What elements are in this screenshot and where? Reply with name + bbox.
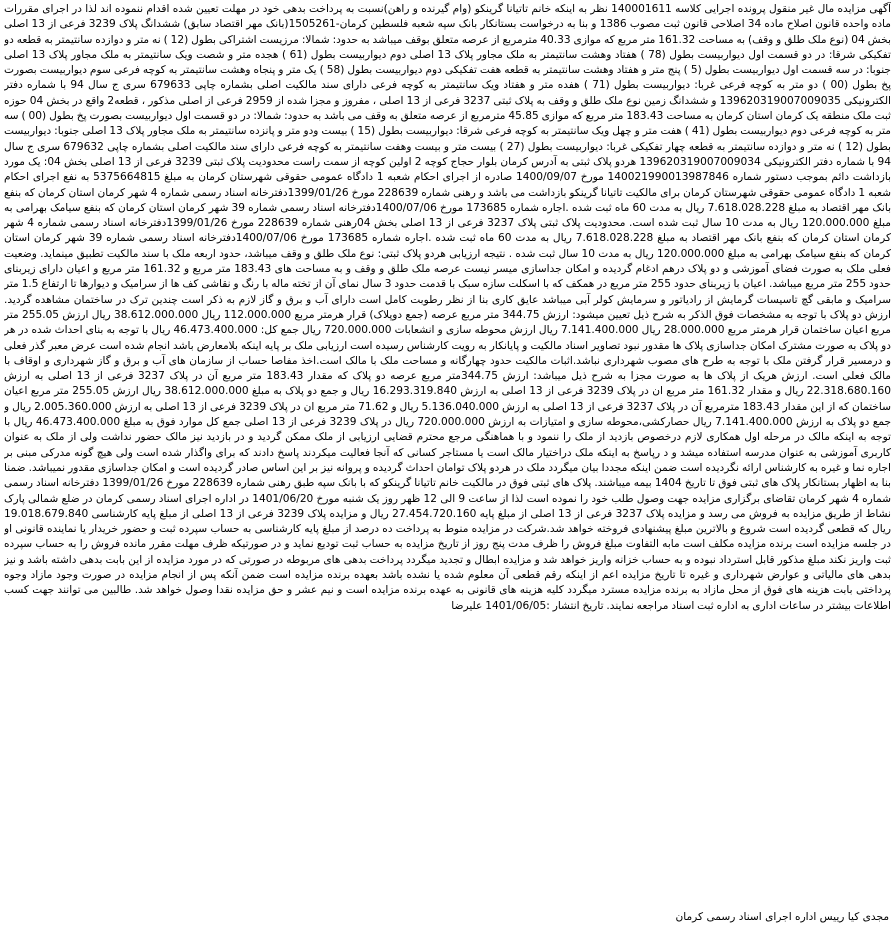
notice-text: آگهی مزایده مال غیر منقول پرونده اجرایی کلاسه 140001611 نظر به اینکه خانم تاتیانا گرینکو (وام گیرنده و راهن)نسبت به پرداخت بدهی خود در مهلت تعیین شده اقدام ننموده اند لذا در اجرای مقررات ماده واحده قانون اصلاح ماده 34 اصلاحی قانون ثبت مصوب 1386 و بنا به درخواست بستانکار بانک سپه شعبه فلسطین کرمان-1505261(بانک مهر اقتصاد سابق) ششدانگ پلاک 3239 فرعی از 13 اصلی بخش 04 (نوع ملک طلق و وقف) به مساحت 161.32 متر مربع که موازی 40.33 مترمربع از عرصه متعلق بوقف میباشد به حدود: شمالا: مرزیست اشتراکی بطول (12 ) نه متر و دوازده سانتیمتر به قطعه دو تفکیکی شرقا: در دو قسمت اول دیواربیست بطول (78 ) هفتاد وهشت سانتیمتر به ملک مجاور پلاک 13 اصلی دوم دیواربیست بطول (61 ) هجده متر و شصت ویک سانتیمتر به ملک مجاور پلاک 13 اصلی جنوبا: در سه قسمت اول دیواربیست بطول (5 ) پنج متر و هفتاد وهشت سانتیمتر به قطعه هفت تفکیکی دوم دیواربیست بطول (58 ) یک متر و پنجاه وهشت سانتیمتر به کوچه فرعی سوم دیواربیست بصورت پخ بطول (00 ) دو متر به کوچه فرعی غربا: دیواربیست بطول (71 ) هفده متر و هفتاد ویک سانتیمتر به کوچه فرعی دارای سند مالکیت اصلی بشماره چاپی 679633 سری ج سال 94 با شماره دفتر الکترونیکی 139620319007009035 و ششدانگ زمین نوع ملک طلق و وقف به پلاک ثبتی 3237 فرعی از 13 اصلی ، مفروز و مجزا شده از 2959 فرعی از اصلی مذکور ، قطعه2 واقع در بخش 04 حوزه ثبت ملک منطقه یک کرمان استان کرمان به مساحت 183.43 متر مربع که موازی 45.85 مترمربع از عرصه متعلق به وقف می باشد به حدود: شمالا: در دو قسمت اول دیواربیست بصورت پخ بطول (00 ) سه متر به کوچه فرعی دوم دیواربیست بطول (41 ) هفت متر و چهل ویک سانتیمتر به کوچه فرعی شرقا: دیواربیست بطول (15 ) بیست ودو متر و پانزده سانتیمتر به ملک مجاور پلاک 13 اصلی جنوبا: دیواربیست بطول (12 ) نه متر و دوازده سانتیمتر به قطعه چهار تفکیکی غربا: دیواربیست بطول (27 ) بیست متر و بیست وهفت سانتیمتر به کوچه فرعی دارای سند مالکیت اصلی بشماره چاپی 679632 سری ج سال 94 با شماره دفتر الکترونیکی 139620319007009034 هردو پلاک ثبتی به آدرس کرمان بلوار حجاج کوچه 2 اولین کوچه از سمت راست محدودیت پلاک ثبتی 3239 فرعی از 13 اصلی بخش 04: یک مورد بازداشت دائم بموجب دستور شماره 140021990013987846 مورخ 1400/09/07 صادره از اجرای احکام شعبه 1 دادگاه عمومی حقوقی شهرستان کرمان به مبلغ 5375664815 به نفع اجرای احکام شعبه 1 دادگاه عمومی حقوقی شهرستان کرمان برای مالکیت تاتیانا گرینکو بازداشت می باشد و رهنی شماره 228639 مورخ 1399/01/26دفترخانه اسناد رسمی شماره 4 شهر کرمان استان کرمان که بنفع بانک مهر اقتصاد به مبلغ 7.618.028.228 ریال به مدت 60 ماه ثبت شده .اجاره شماره 173685 مورخ 1400/07/06دفترخانه اسناد رسمی شماره 39 شهر کرمان استان کرمان که بنفع سیامک بهرامی به مبلغ 120.000.000 ریال به مدت 10 سال ثبت شده است. محدودیت پلاک ثبتی پلاک 3237 فرعی از 13 اصلی بخش 04رهنی شماره 228639 مورخ 1399/01/26دفترخانه اسناد رسمی شماره 4 شهر کرمان استان کرمان که بنفع بانک مهر اقتصاد به مبلغ 7.618.028.228 ریال به مدت 60 ماه ثبت شده .اجاره شماره 173685 مورخ 1400/07/06دفترخانه اسناد رسمی شماره 39 شهر کرمان استان کرمان که بنفع سیامک بهرامی به مبلغ 120.000.000 ریال به مدت 10 سال ثبت شده . نتیجه ارزیابی هردو پلاک ثبتی: نوع ملک طلق و وقف میباشد، حدود اربعه ملک با سند مالکیت تطبیق مینماید. وضعیت فعلی ملک به صورت فضای آموزشی و دو پلاک درهم ادغام گردیده و امکان جداسازی میسر نیست عرصه ملک طلق و وقف و به مساحت های 183.43 متر مربع و 161.32 متر مربع و اعیان دارای زیربنای حدود 255 متر مربع میباشد. اعیان با زیربنای حدود 255 متر مربع در همکف که با اسکلت سازه سبک با قدمت حدود 3 سال نمای آن از تخته ماله با رنگ و نقاشی کف ها از سرامیک و دیوارها تا ارتفاع 1.5 متر سرامیک و مابقی گچ تاسیسات گرمایش از رادیاتور و سرمایش کولر آبی میباشد عایق کاری بنا از نظر رطوبت کامل است دارای آب و برق و گاز لازم به ذکر است چندین ترک در ساختمان مشاهده گردید. ارزش دو پلاک با توجه به مشخصات فوق الذکر به شرح ذیل تعیین میشود: ارزش 344.75 متر مربع عرصه (جمع دوپلاک) قرار هرمتر مربع 112.000.000 ریال 38.612.000.000 ریال ارزش 255.05 متر مربع اعیان ساختمان قرار هرمتر مربع 28.000.000 ریال 7.141.400.000 ریال ارزش محوطه سازی و انشعابات 720.000.000 ریال جمع کل: 46.473.400.000 ریال با توجه به بنای احداث شده در هر دو پلاک به صورت مشترک امکان جداسازی پلاک ها مقدور نبود تصاویر اسناد مالکیت و پایانکار به رویت کارشناس رسیده است ارزیابی ملک بر پایه اینکه بلامعارض باشد انجام شده است عرض معبر گذر فعلی و درمسیر قرار گرفتن ملک با توجه به طرح های مصوب شهرداری نباشد.اثبات مالکیت حدود چهارگانه و مساحت ملک با مالک است.اخذ مفاصا حساب از سازمان های آب و برق و گاز شهرداری و اوقاف با مالک فعلی است. ارزش هریک از پلاک ها به صورت مجزا به شرح ذیل میباشد: ارزش 344.75متر مربع عرصه دو پلاک که مقدار 183.43 متر مربع آن در پلاک 3237 فرعی از 13 اصلی به ارزش 22.318.680.160 ریال و مقدار 161.32 متر مربع ان در پلاک 3239 فرعی از 13 اصلی به ارزش 16.293.319.840 ریال و جمع دو پلاک به مبلغ 38.612.000.000 ریال ارزش 255.05 متر مربع اعیان ساختمان که از این مقدار 183.43 مترمربع آن در پلاک 3237 فرعی از 13 اصلی به ارزش 5.136.040.000 ریال و 71.62 متر مربع ان در پلاک 3239 فرعی از 13 اصلی به ارزش 2.005.360.000 ریال و جمع دو پلاک به ارزش 7.141.400.000 ریال حصارکشی،محوطه سازی و امتیازات به ارزش 720.000.000 ریال در پلاک 3239 فرعی از 13 اصلی جمع کل موارد فوق به مبلغ 46.473.400.000 ریال با توجه به اینکه مالک در مرحله اول همکاری لازم درخصوص بازدید از ملک را ننمود و با هماهنگی مرجع محترم قضایی ارزیابی از ملک ممکن گردید و در بازدید نیز مالک حضور نداشت ولی از ملک به عنوان کاربری آموزشی به عنوان مدرسه استفاده میشد و د رپاسخ به اینکه ملک دراختیار مالک است یا مستاجر کسانی که آنجا فعالیت میکردند پاسخ دادند که برای واگذار شده است ولی هیچ گونه مدرکی مبنی بر اجاره نما و غیره به کارشناس ارائه نگردیده است ضمن اینکه مجددا بیان میگردد ملک در هردو پلاک توامان احداث گردیده و پروانه نیز بر این اساس صادر گردیده است و امکان جداسازی مقدور نمیباشد. ضمنا بنا به اظهار بستانکار پلاک های ثبتی فوق تا تاریخ 1404 بیمه میباشند. پلاک های ثبتی فوق در مالکیت خانم تاتیانا گرینکو که با بانک سپه طبق رهنی شماره 228639 مورخ 1399/01/26 دفترخانه اسناد رسمی شماره 4 شهر کرمان تقاضای برگزاری مزایده جهت وصول طلب خود را نموده است لذا از ساعت 9 الی 12 ظهر روز یک شنبه مورخ 1401/06/20 در اداره اجرای اسناد رسمی کرمان در ضلع شمالی پارک نشاط از طریق مزایده به فروش می رسد و مزایده پلاک 3237 فرعی از 13 اصلی از مبلغ پایه 27.454.720.160 ریال و مزایده پلاک 3239 فرعی از 13 اصلی از مبلغ پایه کارشناسی 19.018.679.840 ریال که قطعی گردیده است شروع و بالاترین مبلغ پیشنهادی فروخته خواهد شد.شرکت در مزایده منوط به پرداخت ده درصد از مبلغ پایه کارشناسی به حساب سپرده ثبت و حضور خریدار یا نماینده قانونی او در جلسه مزایده است برنده مزایده مکلف است مابه التفاوت مبلغ فروش را ظرف مدت پنج روز از تاریخ مزایده به حساب ثبت تودیع نماید و در صورتیکه ظرف مهلت مقرر مانده فروش را به حساب سپرده ثبت واریز نکند مبلغ مذکور قابل استرداد نبوده و به حساب خزانه واریز خواهد شد و مزایده ابطال و تجدید میگردد پرداخت بدهی های مربوطه در صورتی که در مورد مزایده از این بابت بدهی داشته باشد و نیز بدهی های مالیاتی و عوارض شهرداری و غیره تا تاریخ مزایده اعم از اینکه رقم قطعی آن معلوم شده یا نشده باشد بعهده برنده مزایده است ضمن آنکه پس از انجام مزایده در صورت وجود مازاد وجوه پرداختی بابت هزینه های فوق از محل مازاد به برنده مزایده مسترد میگردد کلیه هزینه های قانونی به عهده برنده مزایده است و نیم عشر و حق مزایده نقدا وصول خواهد شد. طالبین می توانند جهت کسب اطلاعات بیشتر در ساعات اداری به اداره ثبت اسناد مراجعه نمایند. تاریخ انتشار :1401/06/05 علیرضا — [4, 3, 891, 612]
notice-signature: مجدی کیا رییس اداره اجرای اسناد رسمی کرمان — [675, 910, 889, 923]
auction-notice-body — [4, 2, 891, 927]
